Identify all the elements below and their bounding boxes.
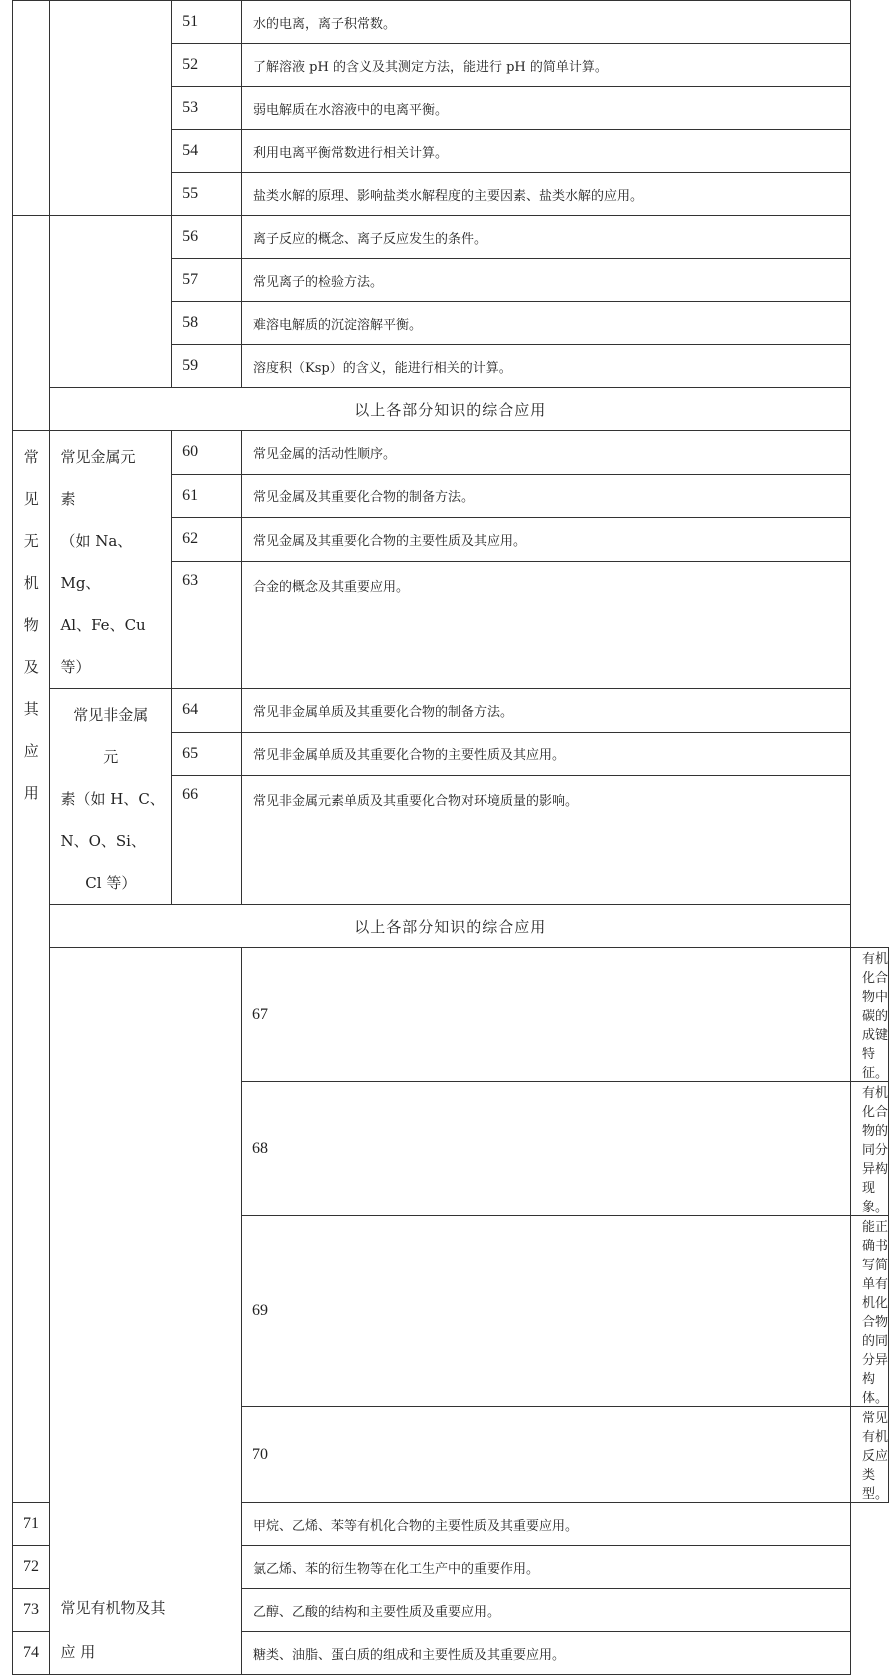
item-text: 盐类水解的原理、影响盐类水解程度的主要因素、盐类水解的应用。 (242, 173, 851, 216)
category-line: 应 用 (60, 1643, 96, 1661)
subcategory-line: 等） (60, 658, 91, 676)
item-number: 63 (172, 561, 242, 689)
category-cell-blank (13, 1, 50, 216)
subcategory-line: 素 (60, 490, 76, 508)
item-number: 70 (242, 1407, 851, 1503)
subcategory-cell-blank (50, 1, 172, 216)
item-text: 常见有机反应类型。 (851, 1407, 889, 1503)
item-text: 能正确书写简单有机化合物的同分异构体。 (851, 1216, 889, 1407)
item-number: 60 (172, 431, 242, 475)
item-text: 氯乙烯、苯的衍生物等在化工生产中的重要作用。 (242, 1546, 851, 1589)
item-text: 水的电离，离子积常数。 (242, 1, 851, 44)
table-row (13, 689, 889, 733)
subcategory-line: 常见金属元 (60, 448, 136, 466)
item-number: 62 (172, 518, 242, 562)
subcategory-line: 常见非金属 (73, 706, 149, 724)
category-char: 其 (23, 700, 39, 718)
item-number: 65 (172, 732, 242, 776)
item-number: 74 (13, 1632, 50, 1675)
item-number: 55 (172, 173, 242, 216)
item-number: 54 (172, 130, 242, 173)
item-number: 61 (172, 474, 242, 518)
subcategory-line: 素（如 H、C、 (60, 790, 165, 808)
subcategory-nonmetals (50, 689, 172, 905)
item-number: 67 (242, 948, 851, 1082)
summary-row (13, 388, 889, 431)
item-number: 52 (172, 44, 242, 87)
category-char: 机 (23, 574, 39, 592)
category-cell-blank (13, 216, 50, 431)
item-text: 溶度积（Ksp）的含义，能进行相关的计算。 (242, 345, 851, 388)
item-text: 常见非金属单质及其重要化合物的主要性质及其应用。 (242, 732, 851, 776)
category-organic (50, 948, 242, 1675)
item-number: 73 (13, 1589, 50, 1632)
item-text: 乙醇、乙酸的结构和主要性质及重要应用。 (242, 1589, 851, 1632)
category-char: 应 (23, 742, 39, 760)
item-number: 57 (172, 259, 242, 302)
item-text: 离子反应的概念、离子反应发生的条件。 (242, 216, 851, 259)
subcategory-line: Al、Fe、Cu (60, 616, 146, 634)
item-number: 68 (242, 1082, 851, 1216)
item-text: 常见离子的检验方法。 (242, 259, 851, 302)
item-number: 64 (172, 689, 242, 733)
summary-label: 以上各部分知识的综合应用 (50, 388, 851, 431)
item-number: 69 (242, 1216, 851, 1407)
item-text: 弱电解质在水溶液中的电离平衡。 (242, 87, 851, 130)
category-line: 常见有机物及其 (60, 1599, 166, 1617)
subcategory-line: （如 Na、 (60, 532, 133, 550)
category-char: 物 (23, 616, 39, 634)
item-text: 常见金属及其重要化合物的主要性质及其应用。 (242, 518, 851, 562)
subcategory-line: Mg、 (60, 574, 101, 592)
category-char: 无 (23, 532, 39, 550)
item-text: 常见非金属元素单质及其重要化合物对环境质量的影响。 (242, 776, 851, 905)
item-number: 71 (13, 1503, 50, 1546)
item-text: 利用电离平衡常数进行相关计算。 (242, 130, 851, 173)
subcategory-line: N、O、Si、 (60, 832, 146, 850)
summary-label: 以上各部分知识的综合应用 (50, 905, 851, 948)
item-text: 了解溶液 pH 的含义及其测定方法，能进行 pH 的简单计算。 (242, 44, 851, 87)
category-inorganic (13, 431, 50, 1503)
item-number: 56 (172, 216, 242, 259)
item-number: 53 (172, 87, 242, 130)
subcategory-line: 元 (103, 748, 119, 766)
item-text: 糖类、油脂、蛋白质的组成和主要性质及其重要应用。 (242, 1632, 851, 1675)
item-number: 72 (13, 1546, 50, 1589)
item-number: 66 (172, 776, 242, 905)
item-number: 58 (172, 302, 242, 345)
summary-row (13, 905, 889, 948)
table-row (13, 216, 889, 259)
item-text: 有机化合物的同分异构现象。 (851, 1082, 889, 1216)
item-text: 合金的概念及其重要应用。 (242, 561, 851, 689)
table-row (13, 948, 889, 1082)
table-row (13, 1, 889, 44)
subcategory-metals (50, 431, 172, 689)
item-text: 有机化合物中碳的成键特征。 (851, 948, 889, 1082)
table-row (13, 431, 889, 475)
item-text: 常见金属的活动性顺序。 (242, 431, 851, 475)
category-char: 用 (23, 784, 39, 802)
category-char: 常 (23, 448, 39, 466)
item-text: 常见非金属单质及其重要化合物的制备方法。 (242, 689, 851, 733)
item-number: 59 (172, 345, 242, 388)
category-char: 及 (23, 658, 39, 676)
curriculum-table (12, 0, 889, 1675)
subcategory-cell-blank (50, 216, 172, 388)
subcategory-line: Cl 等） (85, 874, 137, 892)
category-char: 见 (23, 490, 39, 508)
item-number: 51 (172, 1, 242, 44)
item-text: 甲烷、乙烯、苯等有机化合物的主要性质及其重要应用。 (242, 1503, 851, 1546)
item-text: 常见金属及其重要化合物的制备方法。 (242, 474, 851, 518)
item-text: 难溶电解质的沉淀溶解平衡。 (242, 302, 851, 345)
